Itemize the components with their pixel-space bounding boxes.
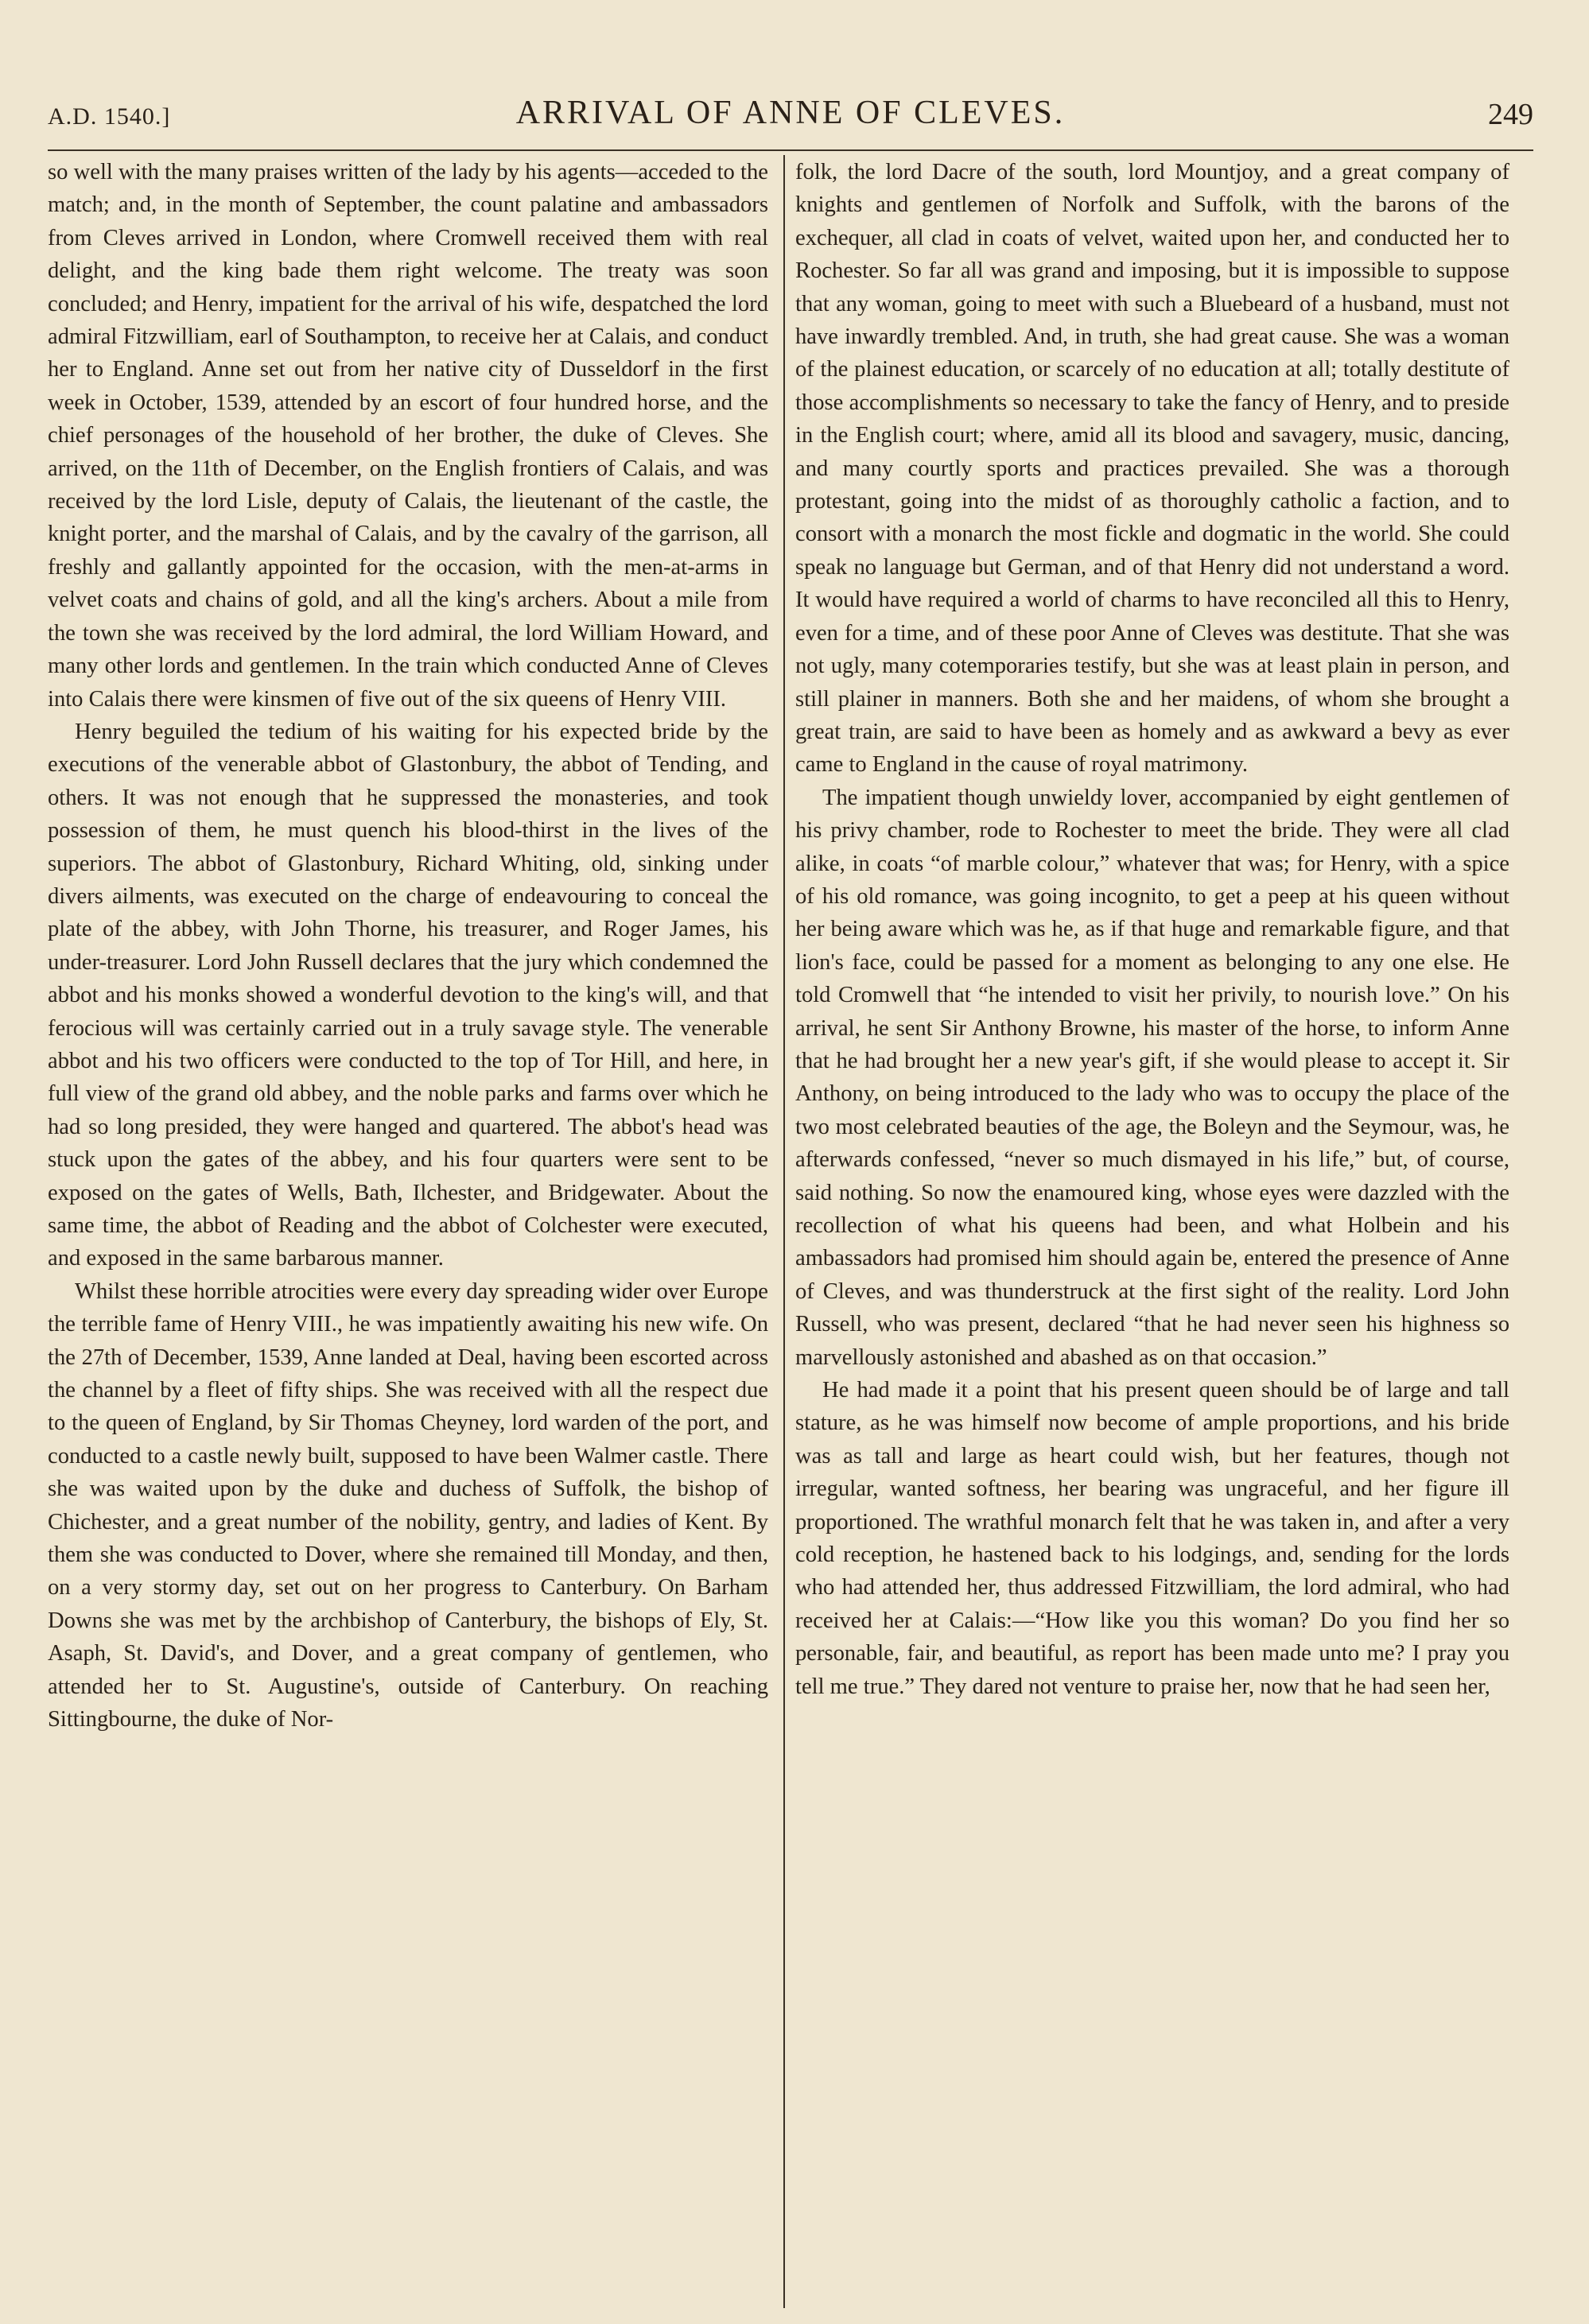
right-column bbox=[795, 156, 1509, 1703]
paragraph: He had made it a point that his present queen should be of large and tall stature, as he was himself now become of ample proportions, and his bride was as tall and large as heart could wish, but her features, though not irregular, wanted softness, her bearing was ungraceful, and her figure ill proportioned. The wrathful monarch felt that he was taken in, and after a very cold reception, he hastened back to his lodgings, and, sending for the lords who had attended her, thus addressed Fitzwilliam, the lord admiral, who had received her at Calais:—“How like you this woman? Do you find her so personable, fair, and beautiful, as report has been made unto me? I pray you tell me true.” They dared not venture to praise her, now that he had seen her, bbox=[795, 1378, 1509, 1699]
page-number: 249 bbox=[1488, 98, 1533, 131]
paragraph: so well with the many praises written of the lady by his agents—acceded to the match; and, in the month of September, the count palatine and ambassadors from Cleves arrived in London, where Cromwell received them with real delight, and the king bade them right welcome. The treaty was soon concluded; and Henry, impatient for the arrival of his wife, despatched the lord admiral Fitzwilliam, earl of Southampton, to receive her at Calais, and conduct her to England. Anne set out from her native city of Dusseldorf in the first week in October, 1539, attended by an escort of four hundred horse, and the chief personages of the household of her brother, the duke of Cleves. She arrived, on the 11th of December, on the English frontiers of Calais, and was received by the lord Lisle, deputy of Calais, the lieutenant of the castle, the knight porter, and the marshal of Calais, and by the cavalry of the garrison, all freshly and gallantly appointed for the occasion, with the men-at-arms in velvet coats and chains of gold, and all the king's archers. About a mile from the town she was received by the lord admiral, the lord William Howard, and many other lords and gentlemen. In the train which conducted Anne of Cleves into Calais there were kinsmen of five out of the six queens of Henry VIII. bbox=[48, 160, 768, 712]
paragraph: The impatient though unwieldy lover, accompanied by eight gentlemen of his privy chamber, rode to Rochester to meet the bride. They were all clad alike, in coats “of marble colour,” whatever that was; for Henry, with a spice of his old romance, was going incognito, to get a peep at his queen without her being aware which was he, as if that huge and remarkable figure, and that lion's face, could be passed for a moment as belonging to any one else. He told Cromwell that “he intended to visit her privily, to nourish love.” On his arrival, he sent Sir Anthony Browne, his master of the horse, to inform Anne that he had brought her a new year's gift, if she would please to accept it. Sir Anthony, on being introduced to the lady who was to occupy the place of the two most celebrated beauties of the age, the Boleyn and the Seymour, was, he afterwards confessed, “never so much dismayed in his life,” but, of course, said nothing. So now the enamoured king, whose eyes were dazzled with the recollection of what his queens had been, and what Holbein and his ambassadors had promised him should again be, entered the presence of Anne of Cleves, and was thunderstruck at the first sight of the reality. Lord John Russell, who was present, declared “that he had never seen his highness so marvellously astonished and abashed as on that occasion.” bbox=[795, 785, 1509, 1370]
paragraph: Whilst these horrible atrocities were every day spreading wider over Europe the terrible fame of Henry VIII., he was impatiently awaiting his new wife. On the 27th of December, 1539, Anne landed at Deal, having been escorted across the channel by a fleet of fifty ships. She was received with all the respect due to the queen of England, by Sir Thomas Cheyney, lord warden of the port, and conducted to a castle newly built, supposed to have been Walmer castle. There she was waited upon by the duke and duchess of Suffolk, the bishop of Chichester, and a great number of the nobility, gentry, and ladies of Kent. By them she was conducted to Dover, where she remained till Monday, and then, on a very stormy day, set out on her progress to Canterbury. On Barham Downs she was met by the archbishop of Canterbury, the bishops of Ely, St. Asaph, St. David's, and Dover, and a great company of gentlemen, who attended her to St. Augustine's, outside of Canterbury. On reaching Sittingbourne, the duke of Nor- bbox=[48, 1278, 768, 1732]
left-column bbox=[48, 156, 768, 1736]
paragraph: Henry beguiled the tedium of his waiting for his expected bride by the executions of the venerable abbot of Glastonbury, the abbot of Tending, and others. It was not enough that he suppressed the monasteries, and took possession of them, he must quench his blood-thirst in the lives of the superiors. The abbot of Glastonbury, Richard Whiting, old, sinking under divers ailments, was executed on the charge of endeavouring to conceal the plate of the abbey, with John Thorne, his treasurer, and Roger James, his under-treasurer. Lord John Russell declares that the jury which condemned the abbot and his monks showed a wonderful devotion to the king's will, and that ferocious will was certainly carried out in a truly savage style. The venerable abbot and his two officers were conducted to the top of Tor Hill, and here, in full view of the grand old abbey, and the noble parks and farms over which he had so long presided, they were hanged and quartered. The abbot's head was stuck upon the gates of the abbey, and his four quarters were sent to be exposed on the gates of Wells, Bath, Ilchester, and Bridgewater. About the same time, the abbot of Reading and the abbot of Colchester were executed, and exposed in the same barbarous manner. bbox=[48, 719, 768, 1271]
paragraph: folk, the lord Dacre of the south, lord Mountjoy, and a great company of knights and gentlemen of Norfolk and Suffolk, with the barons of the exchequer, all clad in coats of velvet, waited upon her, and conducted her to Rochester. So far all was grand and imposing, but it is impossible to suppose that any woman, going to meet with such a Bluebeard of a husband, must not have inwardly trembled. And, in truth, she had great cause. She was a woman of the plainest education, or scarcely of no education at all; totally destitute of those accomplishments so necessary to take the fancy of Henry, and to preside in the English court; where, amid all its blood and savagery, music, dancing, and many courtly sports and practices prevailed. She was a thorough protestant, going into the midst of as thoroughly catholic a faction, and to consort with a monarch the most fickle and dogmatic in the world. She could speak no language but German, and of that Henry did not understand a word. It would have required a world of charms to have reconciled all this to Henry, even for a time, and of these poor Anne of Cleves was destitute. That she was not ugly, many cotemporaries testify, but she was at least plain in person, and still plainer in manners. Both she and her maidens, of whom she brought a great train, are said to have been as homely and as awkward a bevy as ever came to England in the cause of royal matrimony. bbox=[795, 160, 1509, 778]
header-rule bbox=[48, 149, 1533, 151]
header-year: A.D. 1540.] bbox=[48, 103, 171, 130]
page-title: ARRIVAL OF ANNE OF CLEVES. bbox=[515, 95, 1066, 131]
column-divider bbox=[783, 155, 785, 2308]
running-header bbox=[48, 94, 1533, 142]
